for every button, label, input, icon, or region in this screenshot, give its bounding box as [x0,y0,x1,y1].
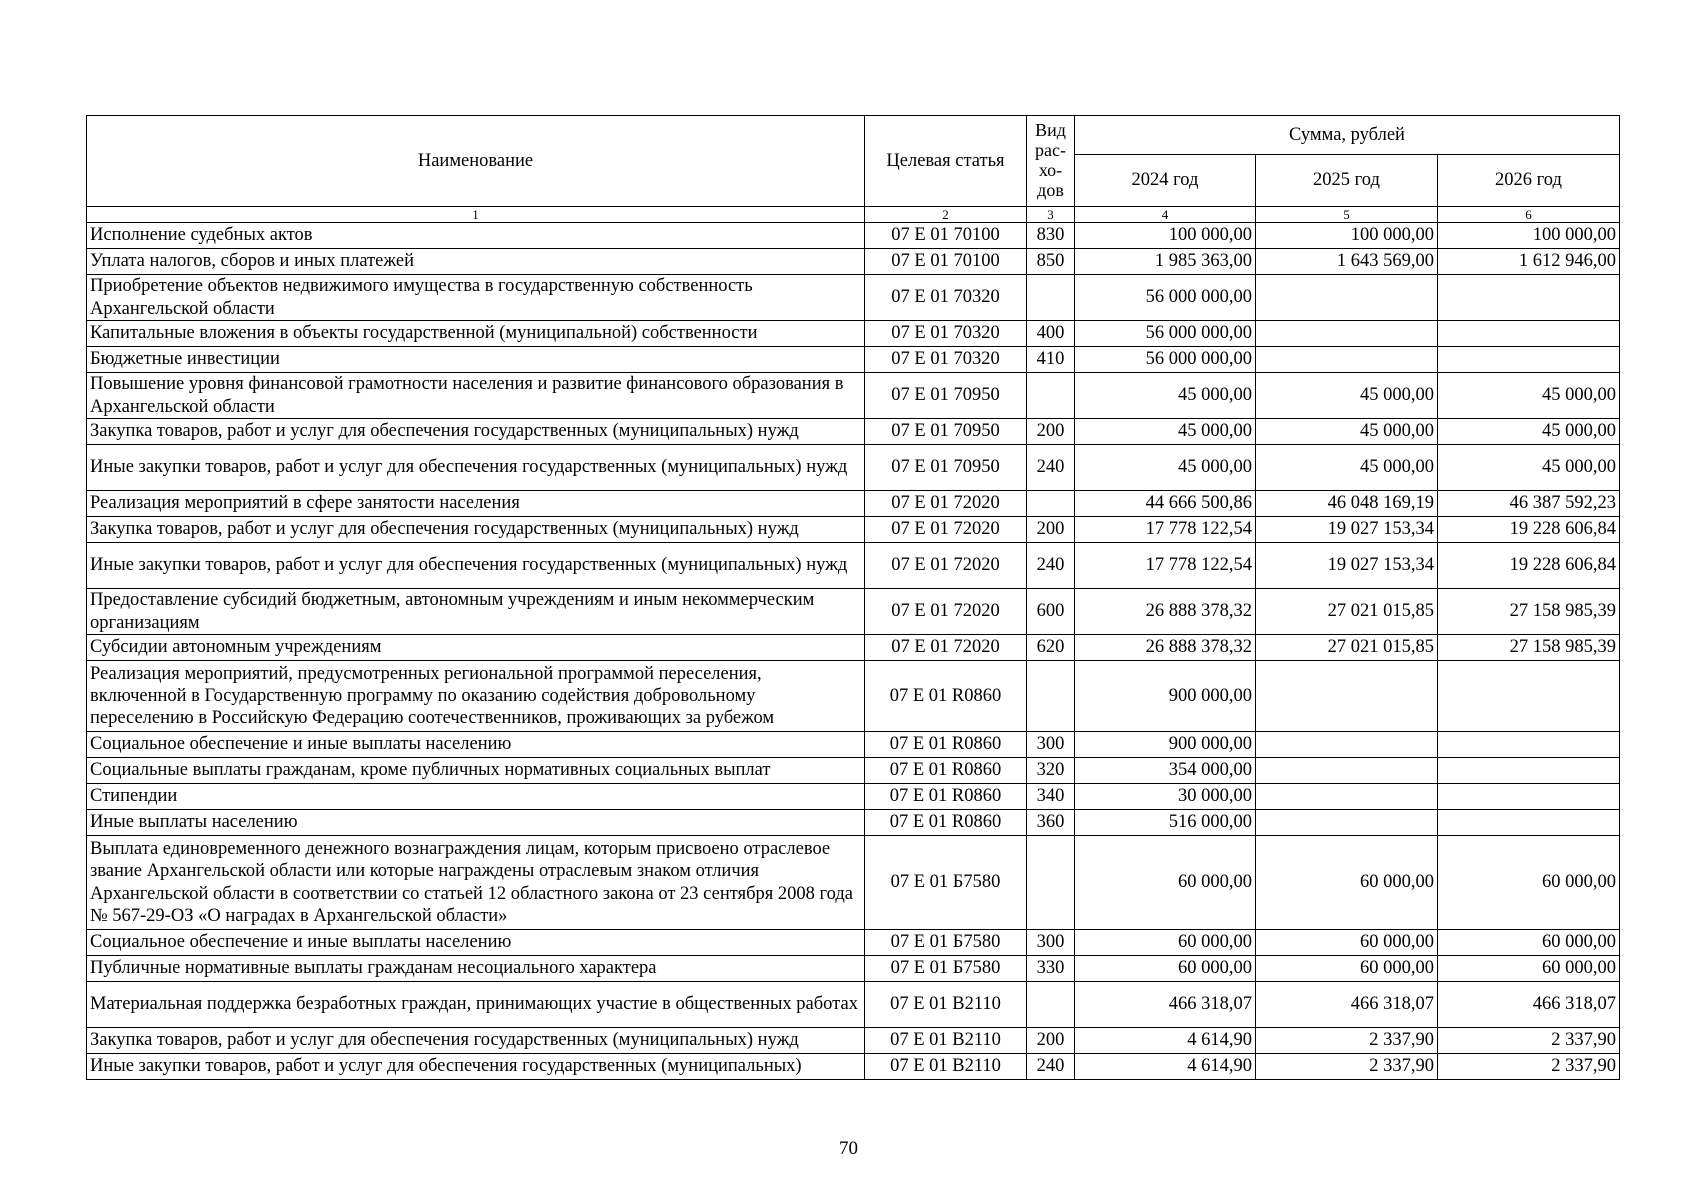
row-name: Капитальные вложения в объекты государственной (муниципальной) собственности [87,321,865,347]
row-expense-type: 200 [1027,419,1075,445]
row-target-article: 07 Е 01 70100 [865,223,1027,249]
row-sum-2025: 19 027 153,34 [1256,543,1438,589]
row-sum-2026: 100 000,00 [1438,223,1620,249]
row-name: Бюджетные инвестиции [87,347,865,373]
row-expense-type: 300 [1027,732,1075,758]
table-row [87,445,1620,491]
table-row [87,419,1620,445]
row-sum-2025 [1256,321,1438,347]
header-year-2025: 2025 год [1256,155,1438,207]
row-name: Субсидии автономным учреждениям [87,635,865,661]
row-expense-type: 360 [1027,810,1075,836]
header-sum: Сумма, рублей [1075,116,1620,155]
row-name: Реализация мероприятий в сфере занятости населения [87,491,865,517]
row-sum-2024: 4 614,90 [1075,1054,1256,1080]
row-target-article: 07 Е 01 72020 [865,589,1027,635]
row-sum-2025: 1 643 569,00 [1256,249,1438,275]
row-name: Уплата налогов, сборов и иных платежей [87,249,865,275]
row-sum-2025 [1256,810,1438,836]
row-sum-2024: 45 000,00 [1075,445,1256,491]
row-sum-2024: 466 318,07 [1075,982,1256,1028]
row-sum-2025: 2 337,90 [1256,1028,1438,1054]
row-target-article: 07 Е 01 В2110 [865,982,1027,1028]
row-sum-2024: 56 000 000,00 [1075,347,1256,373]
row-sum-2026 [1438,810,1620,836]
row-sum-2025 [1256,784,1438,810]
header-target-article: Целевая статья [865,116,1027,207]
row-name: Повышение уровня финансовой грамотности населения и развитие финансового образования в Архангельской области [87,373,865,419]
row-target-article: 07 Е 01 70950 [865,445,1027,491]
row-sum-2024: 45 000,00 [1075,373,1256,419]
row-sum-2025: 45 000,00 [1256,373,1438,419]
table-row [87,635,1620,661]
row-target-article: 07 Е 01 R0860 [865,810,1027,836]
row-expense-type: 330 [1027,956,1075,982]
row-sum-2026: 45 000,00 [1438,419,1620,445]
row-target-article: 07 Е 01 72020 [865,635,1027,661]
row-name: Иные закупки товаров, работ и услуг для обеспечения государственных (муниципальных) [87,1054,865,1080]
row-sum-2025 [1256,347,1438,373]
row-expense-type [1027,661,1075,732]
row-expense-type [1027,275,1075,321]
row-sum-2026 [1438,758,1620,784]
table-row [87,373,1620,419]
row-sum-2024: 56 000 000,00 [1075,321,1256,347]
table-row [87,661,1620,732]
row-expense-type: 200 [1027,517,1075,543]
row-sum-2026: 27 158 985,39 [1438,635,1620,661]
row-name: Публичные нормативные выплаты гражданам несоциального характера [87,956,865,982]
row-expense-type: 400 [1027,321,1075,347]
row-name: Иные закупки товаров, работ и услуг для обеспечения государственных (муниципальных) нужд [87,543,865,589]
table-row [87,810,1620,836]
row-sum-2024: 900 000,00 [1075,732,1256,758]
row-expense-type: 850 [1027,249,1075,275]
row-name: Выплата единовременного денежного вознаграждения лицам, которым присвоено отраслевое звание Архангельской области или которые награждены отраслевым знаком отличия Архангельской области в соответствии со статьей 12 областного закона от 23 сентября 2008 года № 567-29-ОЗ «О наградах в Архангельской области» [87,836,865,930]
row-sum-2025 [1256,275,1438,321]
row-sum-2024: 60 000,00 [1075,930,1256,956]
budget-table [86,115,1620,1080]
row-expense-type: 240 [1027,445,1075,491]
row-target-article: 07 Е 01 В2110 [865,1028,1027,1054]
row-sum-2024: 516 000,00 [1075,810,1256,836]
row-target-article: 07 Е 01 70320 [865,347,1027,373]
row-sum-2026 [1438,784,1620,810]
row-sum-2025: 27 021 015,85 [1256,635,1438,661]
row-name: Закупка товаров, работ и услуг для обеспечения государственных (муниципальных) нужд [87,419,865,445]
row-sum-2026: 466 318,07 [1438,982,1620,1028]
row-sum-2024: 30 000,00 [1075,784,1256,810]
row-expense-type [1027,373,1075,419]
row-sum-2024: 4 614,90 [1075,1028,1256,1054]
row-expense-type: 240 [1027,1054,1075,1080]
table-row [87,275,1620,321]
row-sum-2026: 19 228 606,84 [1438,517,1620,543]
header-name: Наименование [87,116,865,207]
row-expense-type [1027,982,1075,1028]
row-sum-2025 [1256,758,1438,784]
table-row [87,732,1620,758]
row-sum-2026: 45 000,00 [1438,445,1620,491]
row-sum-2024: 60 000,00 [1075,956,1256,982]
row-sum-2024: 17 778 122,54 [1075,517,1256,543]
row-target-article: 07 Е 01 72020 [865,543,1027,589]
row-name: Закупка товаров, работ и услуг для обеспечения государственных (муниципальных) нужд [87,1028,865,1054]
row-sum-2024: 17 778 122,54 [1075,543,1256,589]
row-expense-type: 620 [1027,635,1075,661]
row-name: Иные закупки товаров, работ и услуг для обеспечения государственных (муниципальных) нужд [87,445,865,491]
table-row [87,491,1620,517]
row-sum-2024: 100 000,00 [1075,223,1256,249]
row-sum-2026: 2 337,90 [1438,1054,1620,1080]
header-year-2026: 2026 год [1438,155,1620,207]
row-expense-type: 240 [1027,543,1075,589]
row-sum-2024: 900 000,00 [1075,661,1256,732]
row-sum-2025: 466 318,07 [1256,982,1438,1028]
row-target-article: 07 Е 01 R0860 [865,732,1027,758]
row-name: Стипендии [87,784,865,810]
row-target-article: 07 Е 01 70100 [865,249,1027,275]
row-sum-2024: 45 000,00 [1075,419,1256,445]
row-sum-2025: 100 000,00 [1256,223,1438,249]
row-target-article: 07 Е 01 72020 [865,517,1027,543]
row-sum-2025: 46 048 169,19 [1256,491,1438,517]
row-target-article: 07 Е 01 В2110 [865,1054,1027,1080]
row-sum-2024: 354 000,00 [1075,758,1256,784]
row-sum-2024: 1 985 363,00 [1075,249,1256,275]
row-name: Исполнение судебных актов [87,223,865,249]
row-name: Реализация мероприятий, предусмотренных региональной программой переселения, включенной в Государственную программу по оказанию содействия добровольному переселению в Российскую Федерацию соотечественников, проживающих за рубежом [87,661,865,732]
table-row [87,223,1620,249]
row-sum-2025: 19 027 153,34 [1256,517,1438,543]
row-target-article: 07 Е 01 72020 [865,491,1027,517]
row-sum-2026 [1438,275,1620,321]
table-row [87,956,1620,982]
row-expense-type: 410 [1027,347,1075,373]
row-name: Социальные выплаты гражданам, кроме публичных нормативных социальных выплат [87,758,865,784]
header-year-2024: 2024 год [1075,155,1256,207]
row-target-article: 07 Е 01 Б7580 [865,930,1027,956]
table-row [87,758,1620,784]
row-sum-2026: 19 228 606,84 [1438,543,1620,589]
row-name: Приобретение объектов недвижимого имущества в государственную собственность Архангельской области [87,275,865,321]
row-sum-2025: 60 000,00 [1256,956,1438,982]
row-name: Иные выплаты населению [87,810,865,836]
column-number: 5 [1256,207,1438,223]
row-sum-2025: 45 000,00 [1256,419,1438,445]
row-sum-2024: 60 000,00 [1075,836,1256,930]
row-expense-type: 830 [1027,223,1075,249]
table-row [87,982,1620,1028]
row-sum-2025: 2 337,90 [1256,1054,1438,1080]
row-sum-2026 [1438,661,1620,732]
row-target-article: 07 Е 01 Б7580 [865,836,1027,930]
row-sum-2026: 45 000,00 [1438,373,1620,419]
table-row [87,784,1620,810]
row-sum-2026 [1438,347,1620,373]
table-body [87,223,1620,1080]
row-name: Социальное обеспечение и иные выплаты населению [87,930,865,956]
row-name: Предоставление субсидий бюджетным, автономным учреждениям и иным некоммерческим организациям [87,589,865,635]
table-row [87,836,1620,930]
row-sum-2024: 26 888 378,32 [1075,589,1256,635]
row-sum-2026: 1 612 946,00 [1438,249,1620,275]
row-target-article: 07 Е 01 R0860 [865,758,1027,784]
column-number: 1 [87,207,865,223]
row-target-article: 07 Е 01 Б7580 [865,956,1027,982]
row-sum-2024: 44 666 500,86 [1075,491,1256,517]
row-target-article: 07 Е 01 70320 [865,321,1027,347]
row-target-article: 07 Е 01 R0860 [865,784,1027,810]
column-number: 4 [1075,207,1256,223]
row-sum-2026: 60 000,00 [1438,836,1620,930]
table-row [87,930,1620,956]
row-sum-2026 [1438,321,1620,347]
header-expense-type: Вид рас-хо-дов [1027,116,1075,207]
row-name: Социальное обеспечение и иные выплаты населению [87,732,865,758]
row-target-article: 07 Е 01 70950 [865,373,1027,419]
row-expense-type [1027,836,1075,930]
column-number: 3 [1027,207,1075,223]
row-expense-type: 300 [1027,930,1075,956]
row-sum-2025: 60 000,00 [1256,836,1438,930]
row-expense-type [1027,491,1075,517]
table-row [87,1028,1620,1054]
row-name: Закупка товаров, работ и услуг для обеспечения государственных (муниципальных) нужд [87,517,865,543]
row-sum-2024: 26 888 378,32 [1075,635,1256,661]
row-sum-2025: 45 000,00 [1256,445,1438,491]
column-number: 6 [1438,207,1620,223]
table-row [87,543,1620,589]
row-sum-2025 [1256,732,1438,758]
row-expense-type: 200 [1027,1028,1075,1054]
column-number: 2 [865,207,1027,223]
row-sum-2026: 60 000,00 [1438,930,1620,956]
table-row [87,1054,1620,1080]
table-row [87,249,1620,275]
row-name: Материальная поддержка безработных граждан, принимающих участие в общественных работах [87,982,865,1028]
row-sum-2025 [1256,661,1438,732]
row-expense-type: 320 [1027,758,1075,784]
row-expense-type: 600 [1027,589,1075,635]
row-expense-type: 340 [1027,784,1075,810]
table-row [87,517,1620,543]
row-sum-2024: 56 000 000,00 [1075,275,1256,321]
row-sum-2026: 60 000,00 [1438,956,1620,982]
table-row [87,321,1620,347]
table-row [87,347,1620,373]
row-target-article: 07 Е 01 R0860 [865,661,1027,732]
row-sum-2026 [1438,732,1620,758]
table-row [87,589,1620,635]
row-target-article: 07 Е 01 70950 [865,419,1027,445]
page-number: 70 [839,1138,858,1159]
row-sum-2026: 2 337,90 [1438,1028,1620,1054]
row-sum-2026: 46 387 592,23 [1438,491,1620,517]
row-sum-2025: 60 000,00 [1256,930,1438,956]
row-target-article: 07 Е 01 70320 [865,275,1027,321]
row-sum-2025: 27 021 015,85 [1256,589,1438,635]
row-sum-2026: 27 158 985,39 [1438,589,1620,635]
